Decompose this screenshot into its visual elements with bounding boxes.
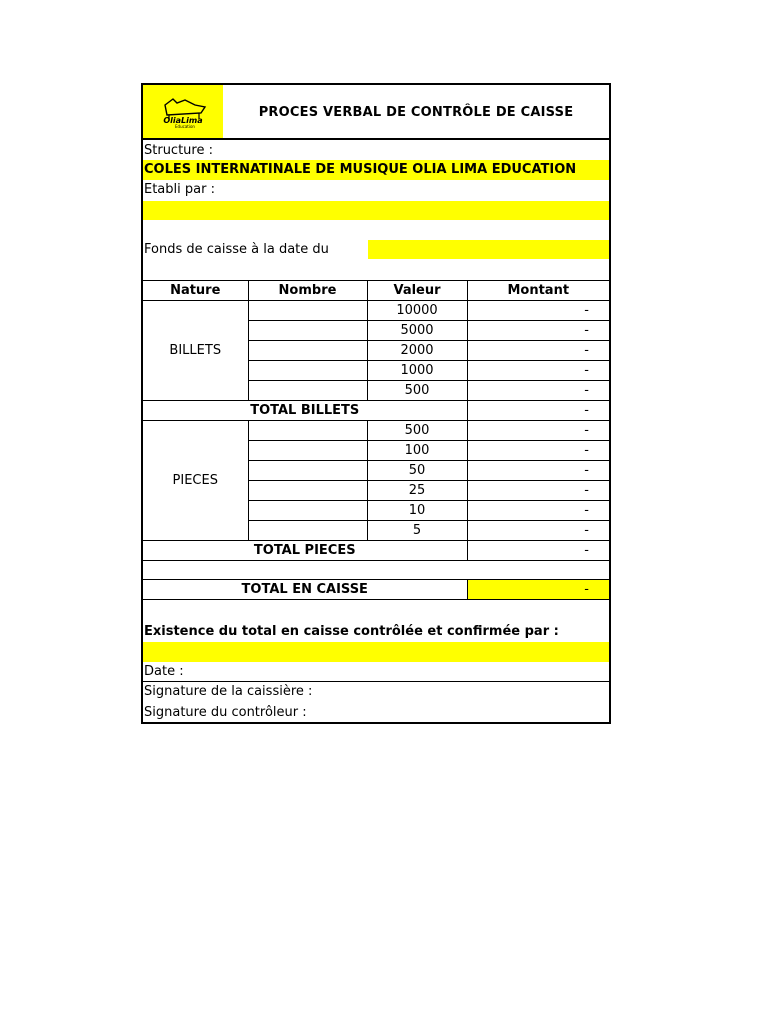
billets-count-500[interactable] xyxy=(248,381,367,401)
established-by-label: Etabli par : xyxy=(144,182,215,197)
pieces-count-100[interactable] xyxy=(248,441,367,461)
billets-value: 500 xyxy=(367,381,467,401)
col-nombre: Nombre xyxy=(248,281,367,301)
billets-count-10000[interactable] xyxy=(248,301,367,321)
billets-value: 5000 xyxy=(367,321,467,341)
pieces-count-500[interactable] xyxy=(248,421,367,441)
grand-total-row xyxy=(143,580,609,600)
header-divider xyxy=(143,138,609,140)
structure-label: Structure : xyxy=(144,143,213,158)
confirmation-label: Existence du total en caisse contrôlée et confirmée par : xyxy=(144,624,559,639)
pieces-amount: - xyxy=(467,501,609,521)
grand-total-value: - xyxy=(467,580,609,600)
grand-total-label: TOTAL EN CAISSE xyxy=(143,580,467,600)
total-pieces-row xyxy=(143,541,609,561)
cash-control-sheet xyxy=(141,83,611,724)
total-billets-value: - xyxy=(467,401,609,421)
table-row xyxy=(143,301,609,321)
pieces-amount: - xyxy=(467,481,609,501)
col-nature: Nature xyxy=(143,281,248,301)
billets-count-5000[interactable] xyxy=(248,321,367,341)
total-billets-label: TOTAL BILLETS xyxy=(143,401,467,421)
table-header-row xyxy=(143,281,609,301)
pieces-count-5[interactable] xyxy=(248,521,367,541)
cash-count-table xyxy=(143,280,609,600)
organization-name[interactable]: COLES INTERNATINALE DE MUSIQUE OLIA LIMA EDUCATION xyxy=(143,160,609,180)
pieces-value: 100 xyxy=(367,441,467,461)
billets-value: 10000 xyxy=(367,301,467,321)
pieces-label: PIECES xyxy=(143,421,248,541)
billets-value: 1000 xyxy=(367,361,467,381)
billets-count-2000[interactable] xyxy=(248,341,367,361)
billets-amount: - xyxy=(467,341,609,361)
table-row xyxy=(143,421,609,441)
logo-subtext: Education xyxy=(175,124,195,129)
logo-text: OliaLima xyxy=(163,116,203,125)
cashier-signature-label: Signature de la caissière : xyxy=(144,684,313,699)
billets-amount: - xyxy=(467,361,609,381)
pieces-value: 5 xyxy=(367,521,467,541)
pieces-value: 500 xyxy=(367,421,467,441)
total-billets-row xyxy=(143,401,609,421)
col-montant: Montant xyxy=(467,281,609,301)
billets-count-1000[interactable] xyxy=(248,361,367,381)
billets-amount: - xyxy=(467,321,609,341)
logo-cell xyxy=(143,85,223,139)
total-pieces-label: TOTAL PIECES xyxy=(143,541,467,561)
spacer-row xyxy=(143,561,609,580)
billets-amount: - xyxy=(467,301,609,321)
billets-label: BILLETS xyxy=(143,301,248,401)
pieces-value: 50 xyxy=(367,461,467,481)
piano-logo-icon xyxy=(143,85,223,139)
confirmation-field[interactable] xyxy=(143,642,609,662)
pieces-value: 10 xyxy=(367,501,467,521)
billets-value: 2000 xyxy=(367,341,467,361)
established-by-field[interactable] xyxy=(143,201,609,220)
fund-date-label: Fonds de caisse à la date du xyxy=(144,242,329,257)
total-pieces-value: - xyxy=(467,541,609,561)
pieces-count-50[interactable] xyxy=(248,461,367,481)
pieces-amount: - xyxy=(467,441,609,461)
page-title: PROCES VERBAL DE CONTRÔLE DE CAISSE xyxy=(258,104,574,120)
billets-amount: - xyxy=(467,381,609,401)
pieces-count-10[interactable] xyxy=(248,501,367,521)
pieces-amount: - xyxy=(467,461,609,481)
pieces-amount: - xyxy=(467,421,609,441)
spacer-cell xyxy=(143,561,609,580)
controller-signature-label: Signature du contrôleur : xyxy=(144,705,307,720)
col-valeur: Valeur xyxy=(367,281,467,301)
pieces-amount: - xyxy=(467,521,609,541)
pieces-count-25[interactable] xyxy=(248,481,367,501)
date-label: Date : xyxy=(144,664,184,679)
fund-date-field[interactable] xyxy=(368,240,609,259)
pieces-value: 25 xyxy=(367,481,467,501)
